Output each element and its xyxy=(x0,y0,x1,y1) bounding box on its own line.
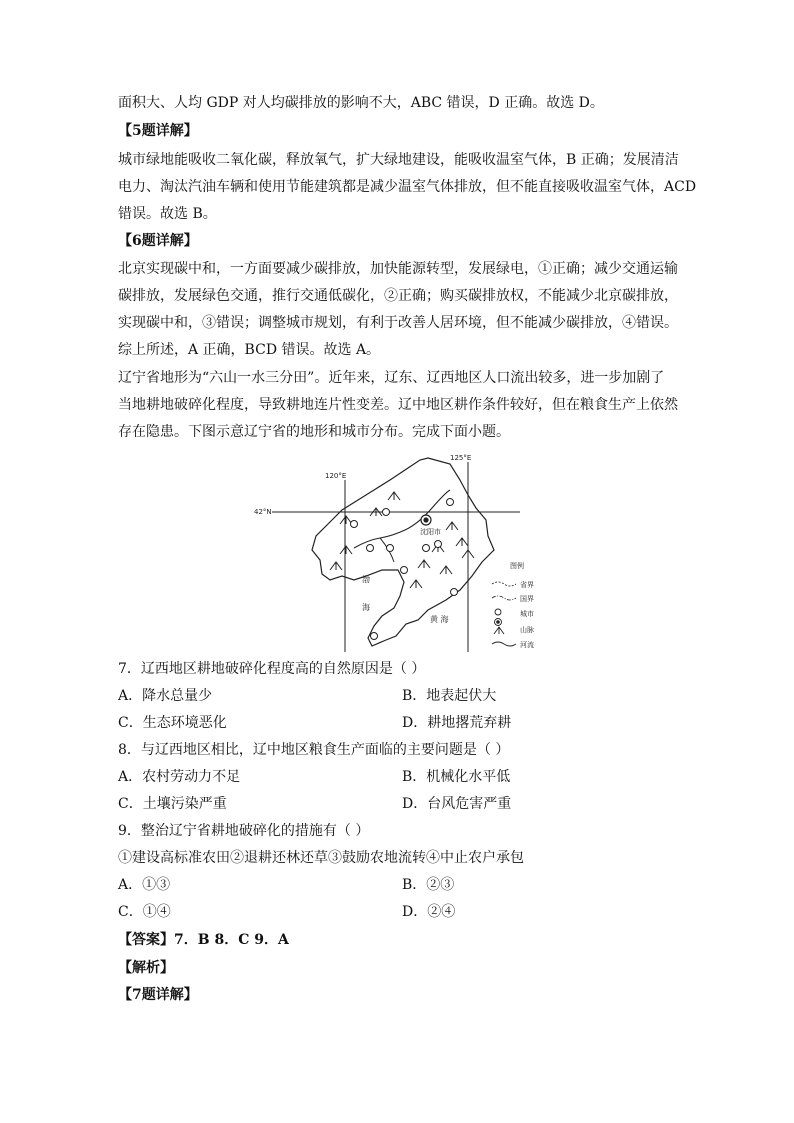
shenyang-label: 沈阳市 xyxy=(420,528,441,536)
mountain-icon xyxy=(340,546,352,554)
question-8-option-b[interactable]: B．机械化水平低 xyxy=(402,769,511,785)
mountain-icon xyxy=(456,538,468,546)
question-9-stem: 9．整治辽宁省耕地破碎化的措施有（ ） xyxy=(118,823,370,839)
city-marker xyxy=(447,499,454,506)
question-7-option-a[interactable]: A．降水总量少 xyxy=(118,688,213,704)
question-7-option-b[interactable]: B．地表起伏大 xyxy=(402,688,497,704)
question-7-option-c[interactable]: C．生态环境恶化 xyxy=(118,715,227,731)
legend-province-icon xyxy=(492,582,516,586)
mountain-symbols xyxy=(330,492,474,588)
city-marker xyxy=(451,589,458,596)
answer-line: 【答案】7．B 8．C 9．A xyxy=(118,932,289,948)
city-marker xyxy=(423,545,430,552)
question-9-option-c[interactable]: C．①④ xyxy=(118,904,171,920)
legend-province: 省界 xyxy=(520,581,534,589)
question-9-measures: ①建设高标准农田②退耕还林还草③鼓励农地流转④中止农户承包 xyxy=(118,850,524,866)
legend-border: 国界 xyxy=(520,595,534,603)
legend-title: 图例 xyxy=(510,562,524,570)
mountain-icon xyxy=(446,522,458,530)
lat-42-label: 42°N xyxy=(254,508,272,516)
question-8-option-a[interactable]: A．农村劳动力不足 xyxy=(118,769,241,785)
mountain-icon xyxy=(440,566,452,574)
legend-river-icon xyxy=(492,642,516,646)
legend-city-icon xyxy=(495,609,501,615)
section-heading-7: 【7题详解】 xyxy=(118,987,198,1003)
question-8-option-c[interactable]: C．土壤污染严重 xyxy=(118,796,227,812)
liaoning-map xyxy=(250,450,550,652)
text-line-7: 北京实现碳中和，一方面要减少碳排放，加快能源转型，发展绿电，①正确；减少交通运输 xyxy=(118,261,678,277)
section-heading-5: 【5题详解】 xyxy=(118,123,198,139)
analysis-heading: 【解析】 xyxy=(118,960,174,976)
city-marker xyxy=(367,545,374,552)
text-line-3: 城市绿地能吸收二氧化碳，释放氧气，扩大绿地建设，能吸收温室气体，B 正确；发展清洁 xyxy=(118,152,679,168)
text-line-13: 存在隐患。下图示意辽宁省的地形和城市分布。完成下面小题。 xyxy=(118,424,510,440)
question-9-option-b[interactable]: B．②③ xyxy=(402,877,455,893)
huanghai-label: 黄 海 xyxy=(430,615,449,624)
text-line-11: 辽宁省地形为“六山一水三分田”。近年来，辽东、辽西地区人口流出较多，进一步加剧了 xyxy=(118,370,665,386)
city-marker xyxy=(351,521,358,528)
legend-mountain-icon xyxy=(494,627,504,634)
legend-mountain: 山脉 xyxy=(520,626,534,634)
text-line-12: 当地耕地破碎化程度，导致耕地连片性变差。辽中地区耕作条件较好，但在粮食生产上依然 xyxy=(118,397,678,413)
question-9-option-d[interactable]: D．②④ xyxy=(402,904,456,920)
text-line-4: 电力、淘汰汽油车辆和使用节能建筑都是减少温室气体排放，但不能直接吸收温室气体，ACD xyxy=(118,179,697,195)
question-7-option-d[interactable]: D．耕地撂荒弃耕 xyxy=(402,715,512,731)
bohai-label-2: 海 xyxy=(362,603,370,612)
legend-river: 河流 xyxy=(520,641,534,649)
text-line-10: 综上所述，A 正确，BCD 错误。故选 A。 xyxy=(118,342,381,358)
text-line-1: 面积大、人均 GDP 对人均碳排放的影响不大，ABC 错误，D 正确。故选 D。 xyxy=(118,95,604,111)
question-8-option-d[interactable]: D．台风危害严重 xyxy=(402,796,512,812)
question-9-option-a[interactable]: A．①③ xyxy=(118,877,171,893)
map-legend xyxy=(492,561,534,649)
question-8-stem: 8．与辽西地区相比，辽中地区粮食生产面临的主要问题是（ ） xyxy=(118,742,510,758)
lon-125-label: 125°E xyxy=(450,454,472,462)
mountain-icon xyxy=(462,550,474,558)
legend-border-icon xyxy=(492,596,516,600)
text-line-8: 碳排放，发展绿色交通，推行交通低碳化，②正确；购买碳排放权，不能减少北京碳排放， xyxy=(118,288,678,304)
city-marker xyxy=(383,509,390,516)
text-line-5: 错误。故选 B。 xyxy=(118,206,217,222)
question-7-stem: 7．辽西地区耕地破碎化程度高的自然原因是（ ） xyxy=(118,661,426,677)
mountain-icon xyxy=(410,580,422,588)
mountain-icon xyxy=(330,562,342,570)
text-line-9: 实现碳中和，③错误；调整城市规划，有利于改善人居环境，但不能减少碳排放，④错误。 xyxy=(118,315,678,331)
river-liao xyxy=(354,490,450,548)
bohai-label-1: 渤 xyxy=(362,575,370,584)
mountain-icon xyxy=(418,560,430,568)
legend-city: 城市 xyxy=(520,610,534,618)
section-heading-6: 【6题详解】 xyxy=(118,233,198,249)
lon-120-label: 120°E xyxy=(325,472,347,480)
capital-marker-inner xyxy=(423,517,428,522)
mountain-icon xyxy=(388,492,400,500)
city-marker xyxy=(371,633,378,640)
city-marker xyxy=(401,567,408,574)
city-marker xyxy=(387,545,394,552)
city-marker xyxy=(435,541,442,548)
